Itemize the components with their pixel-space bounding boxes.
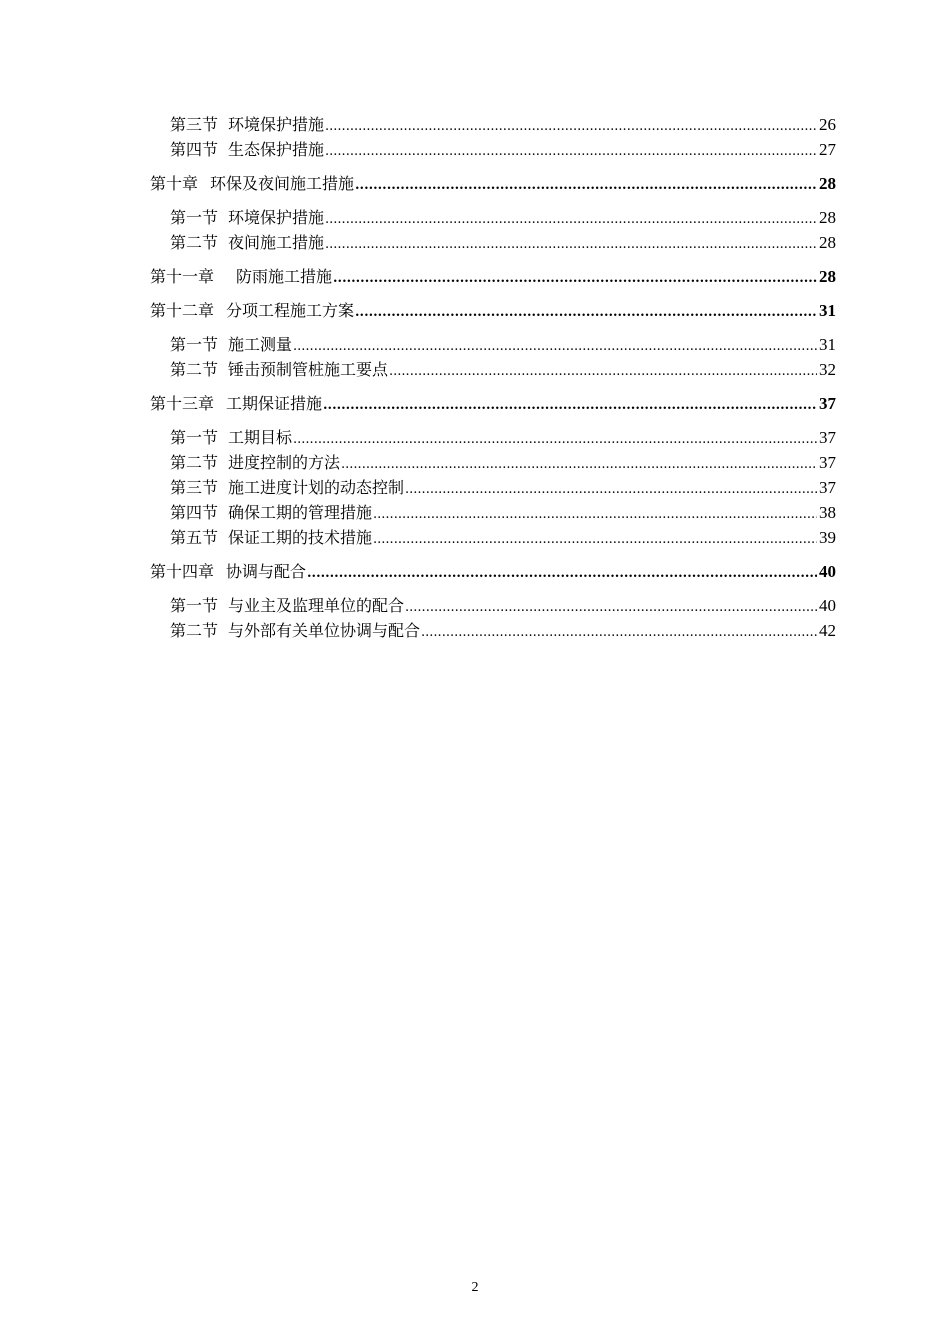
toc-entry-page: 28 xyxy=(819,174,836,193)
toc-entry-page: 39 xyxy=(819,528,836,547)
toc-entry-number: 第三节 xyxy=(170,478,219,497)
toc-chapter-entry[interactable] xyxy=(150,559,836,584)
toc-entry-title: 锤击预制管桩施工要点 xyxy=(228,360,389,379)
toc-entry-title: 与外部有关单位协调与配合 xyxy=(228,621,421,640)
toc-entry-page: 28 xyxy=(819,267,836,286)
toc-entry-number: 第二节 xyxy=(170,360,219,379)
toc-entry-page: 40 xyxy=(819,596,836,615)
toc-entry-title: 进度控制的方法 xyxy=(228,453,341,472)
toc-entry-page: 28 xyxy=(819,233,836,252)
dot-leader xyxy=(355,300,817,325)
toc-entry-page: 37 xyxy=(819,453,836,472)
toc-entry[interactable] xyxy=(150,230,836,255)
toc-entry-title: 分项工程施工方案 xyxy=(226,301,355,320)
toc-entry-title: 环境保护措施 xyxy=(228,115,325,134)
dot-leader xyxy=(325,232,817,257)
toc-entry-number: 第十三章 xyxy=(150,394,215,413)
toc-entry-page: 31 xyxy=(819,335,836,354)
dot-leader xyxy=(341,452,817,477)
dot-leader xyxy=(355,173,817,198)
toc-entry-page: 28 xyxy=(819,208,836,227)
toc-entry[interactable] xyxy=(150,593,836,618)
dot-leader xyxy=(389,359,817,384)
toc-entry-page: 31 xyxy=(819,301,836,320)
dot-leader xyxy=(405,595,817,620)
dot-leader xyxy=(405,477,817,502)
dot-leader xyxy=(325,139,817,164)
toc-entry[interactable] xyxy=(150,500,836,525)
toc-entry-number: 第十章 xyxy=(150,174,199,193)
dot-leader xyxy=(293,334,817,359)
toc-entry-title: 生态保护措施 xyxy=(228,140,325,159)
toc-entry[interactable] xyxy=(150,112,836,137)
toc-entry-title: 工期保证措施 xyxy=(226,394,323,413)
dot-leader xyxy=(373,502,817,527)
dot-leader xyxy=(325,207,817,232)
toc-entry-page: 32 xyxy=(819,360,836,379)
toc-entry-page: 37 xyxy=(819,394,836,413)
toc-entry-title: 与业主及监理单位的配合 xyxy=(228,596,405,615)
toc-entry-title: 保证工期的技术措施 xyxy=(228,528,373,547)
toc-entry-number: 第二节 xyxy=(170,453,219,472)
toc-chapter-entry[interactable] xyxy=(150,264,836,289)
toc-entry-number: 第一节 xyxy=(170,596,219,615)
toc-entry-number: 第一节 xyxy=(170,335,219,354)
toc-entry-number: 第十二章 xyxy=(150,301,215,320)
toc-entry-page: 38 xyxy=(819,503,836,522)
toc-entry-page: 26 xyxy=(819,115,836,134)
toc-entry-page: 37 xyxy=(819,478,836,497)
toc-entry-number: 第二节 xyxy=(170,621,219,640)
toc-entry-number: 第三节 xyxy=(170,115,219,134)
toc-entry-page: 42 xyxy=(819,621,836,640)
dot-leader xyxy=(373,527,817,552)
toc-entry-title: 施工测量 xyxy=(228,335,293,354)
dot-leader xyxy=(307,561,817,586)
toc-entry-number: 第四节 xyxy=(170,140,219,159)
toc-entry[interactable] xyxy=(150,618,836,643)
toc-chapter-entry[interactable] xyxy=(150,171,836,196)
toc-entry-page: 40 xyxy=(819,562,836,581)
toc-entry-number: 第二节 xyxy=(170,233,219,252)
toc-entry[interactable] xyxy=(150,205,836,230)
dot-leader xyxy=(325,114,817,139)
toc-entry-number: 第一节 xyxy=(170,208,219,227)
toc-entry[interactable] xyxy=(150,137,836,162)
toc-entry-title: 环保及夜间施工措施 xyxy=(210,174,355,193)
toc-entry-number: 第十四章 xyxy=(150,562,215,581)
toc-entry-page: 27 xyxy=(819,140,836,159)
dot-leader xyxy=(323,393,817,418)
toc-chapter-entry[interactable] xyxy=(150,391,836,416)
toc-entry[interactable] xyxy=(150,357,836,382)
toc-entry-title: 工期目标 xyxy=(228,428,293,447)
page-number: 2 xyxy=(471,1280,479,1295)
toc-entry-title: 协调与配合 xyxy=(226,562,307,581)
toc-entry[interactable] xyxy=(150,425,836,450)
toc-entry-title: 环境保护措施 xyxy=(228,208,325,227)
table-of-contents xyxy=(150,112,836,643)
toc-entry-number: 第四节 xyxy=(170,503,219,522)
dot-leader xyxy=(293,427,817,452)
toc-entry[interactable] xyxy=(150,475,836,500)
toc-entry[interactable] xyxy=(150,450,836,475)
toc-entry-title: 夜间施工措施 xyxy=(228,233,325,252)
toc-entry[interactable] xyxy=(150,525,836,550)
toc-entry-title: 确保工期的管理措施 xyxy=(228,503,373,522)
dot-leader xyxy=(421,620,817,645)
toc-entry[interactable] xyxy=(150,332,836,357)
toc-entry-title: 防雨施工措施 xyxy=(236,267,333,286)
toc-entry-number: 第一节 xyxy=(170,428,219,447)
dot-leader xyxy=(333,266,817,291)
toc-entry-page: 37 xyxy=(819,428,836,447)
toc-entry-number: 第十一章 xyxy=(150,267,215,286)
toc-chapter-entry[interactable] xyxy=(150,298,836,323)
toc-entry-number: 第五节 xyxy=(170,528,219,547)
toc-entry-title: 施工进度计划的动态控制 xyxy=(228,478,405,497)
